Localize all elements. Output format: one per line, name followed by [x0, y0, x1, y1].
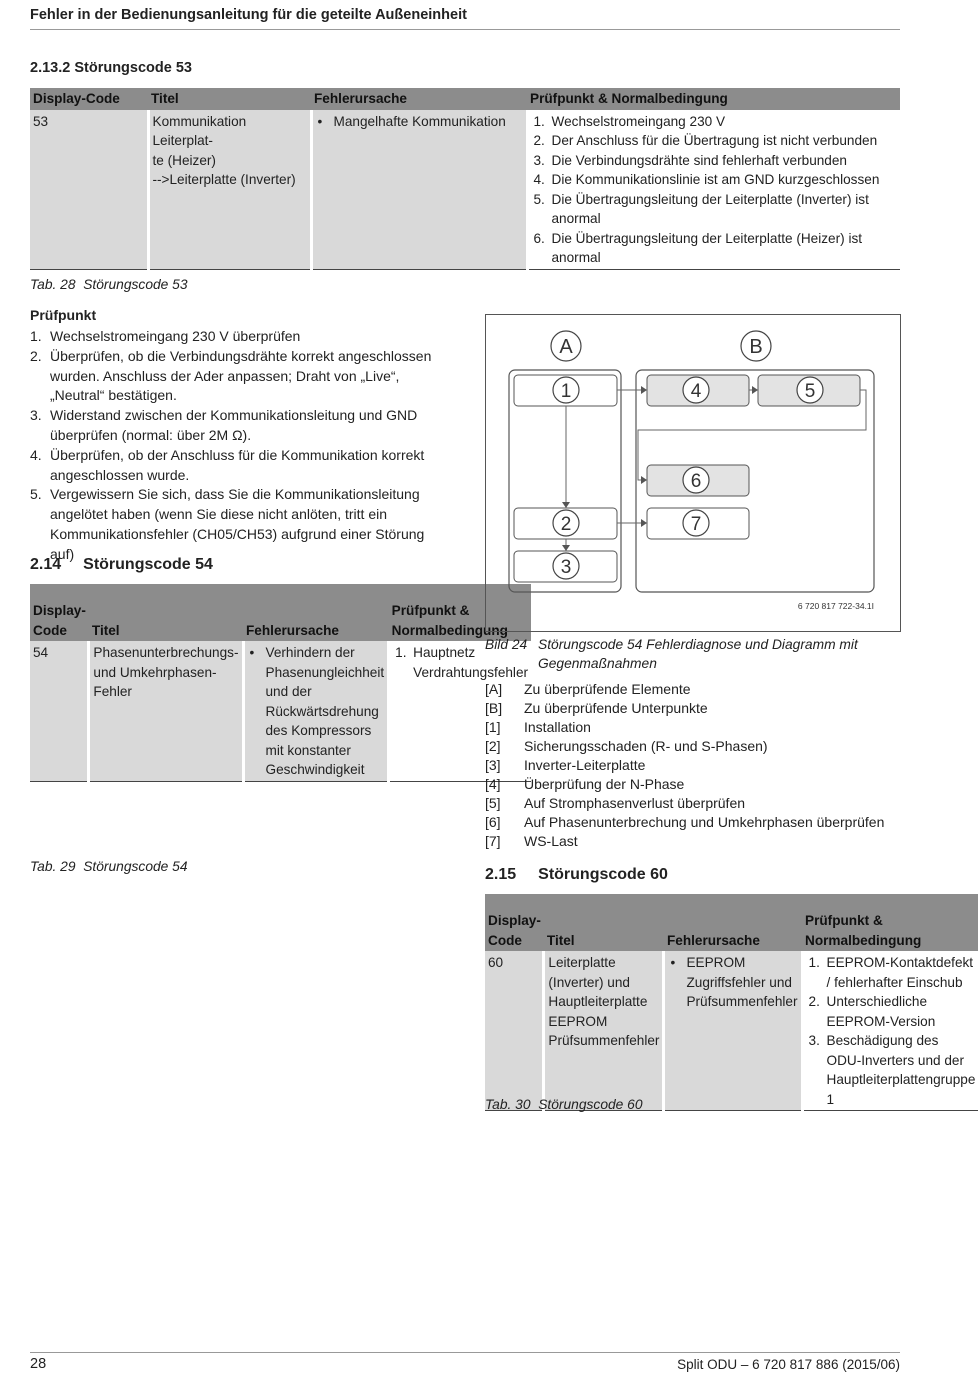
title-line: -->Leiterplatte (Inverter): [152, 172, 296, 187]
check-item: 3. Beschädigung des ODU-Inverters und der Hauptleiterplattengruppe 1: [808, 1033, 976, 1107]
diagnosis-diagram: [486, 315, 900, 631]
pruefpunkt-item: 3. Widerstand zwischen der Kommunikationsleitung und GND überprüfen (normal: über 2M Ω).: [30, 407, 418, 443]
legend-row: [2] Sicherungsschaden (R- und S-Phasen): [485, 738, 768, 754]
pruefpunkt-list: [30, 327, 445, 565]
pruefpunkt-item: 4. Überprüfen, ob der Anschluss für die Kommunikation korrekt angeschlossen wurde.: [30, 446, 425, 483]
col-header: Fehlerursache: [664, 894, 802, 951]
table-54: [30, 584, 531, 782]
footer-rule: [30, 1352, 900, 1353]
check-item: 2. Unterschiedliche EEPROM-Version: [808, 994, 936, 1029]
check-item: 1. Wechselstromeingang 230 V: [533, 113, 726, 129]
cell-cause: [243, 641, 389, 781]
col-header: Prüfpunkt & Normalbedingung: [802, 894, 978, 951]
table-60: [485, 894, 978, 1111]
legend-row: [A] Zu überprüfende Elemente: [485, 681, 691, 697]
label-b: B: [749, 336, 763, 358]
cell-checks: [802, 951, 978, 1111]
col-header: Titel: [148, 88, 311, 110]
cell-code: 53: [30, 110, 148, 270]
cell-code: 60: [485, 951, 544, 1111]
cause-item: • Verhindern der Phasenungleichheit und der Rückwärtsdrehung des Kompressors mit konstanter Geschwindigkeit: [248, 643, 385, 780]
node-1-label: 1: [560, 381, 572, 402]
check-item: 1. Hauptnetz Verdrahtungsfehler: [395, 645, 529, 680]
check-item: 6. Die Übertragungsleitung der Leiterplatte (Heizer) ist anormal: [533, 230, 863, 265]
legend-row: [6] Auf Phasenunterbrechung und Umkehrphasen überprüfen: [485, 814, 885, 830]
check-item: 5. Die Übertragungsleitung der Leiterplatte (Inverter) ist anormal: [533, 191, 869, 226]
footer-doc-id: Split ODU – 6 720 817 886 (2015/06): [677, 1357, 900, 1372]
table-60-caption: Tab. 30 Störungscode 60: [485, 1097, 643, 1112]
col-header: Titel: [89, 584, 243, 641]
cell-title: Phasenunterbrechungs- und Umkehrphasen-Fehler: [89, 641, 243, 781]
figure-caption: Bild 24 Störungscode 54 Fehlerdiagnose und Diagramm mit Gegenmaßnahmen: [485, 637, 858, 671]
section-53-heading: 2.13.2 Störungscode 53: [30, 60, 192, 76]
node-4-label: 4: [690, 381, 702, 402]
cell-title: [148, 110, 311, 270]
title-line: te (Heizer): [152, 152, 216, 168]
node-2-label: 2: [560, 514, 572, 535]
col-header: Titel: [544, 894, 664, 951]
label-a: A: [559, 336, 573, 358]
col-header: Display-Code: [30, 584, 89, 641]
col-header: Fehlerursache: [311, 88, 527, 110]
table-53-caption: Tab. 28 Störungscode 53: [30, 277, 188, 292]
title-line: Kommunikation Leiterplat-: [152, 113, 247, 148]
table-53: [30, 88, 900, 270]
legend-row: [1] Installation: [485, 719, 591, 735]
cell-cause: [311, 110, 527, 270]
node-7-label: 7: [690, 514, 702, 535]
check-item: 3. Die Verbindungsdrähte sind fehlerhaft verbunden: [533, 152, 847, 168]
col-header: Prüfpunkt & Normalbedingung: [527, 88, 900, 110]
pruefpunkt-item: 2. Überprüfen, ob die Verbindungsdrähte korrekt angeschlossen wurden. Anschluss der Ader anpassen; Draht von „Live“, „Neutral“ bestätigen.: [30, 347, 432, 404]
cell-title: Leiterplatte (Inverter) und Hauptleiterplatte EEPROM Prüfsummenfehler: [544, 951, 664, 1111]
legend-row: [B] Zu überprüfende Unterpunkte: [485, 700, 708, 716]
col-header: Prüfpunkt & Normalbedingung: [389, 584, 531, 641]
diagram-frame: [485, 314, 901, 632]
check-item: 1. EEPROM-Kontaktdefekt / fehlerhafter Einschub: [808, 955, 974, 990]
cause-item: • Mangelhafte Kommunikation: [316, 112, 523, 132]
pruefpunkt-heading: Prüfpunkt: [30, 307, 97, 323]
figure-legend: [485, 680, 900, 851]
legend-row: [5] Auf Stromphasenverlust überprüfen: [485, 795, 746, 811]
section-60-heading: 2.15 Störungscode 60: [485, 866, 668, 883]
page-number: 28: [30, 1356, 47, 1372]
cell-code: 54: [30, 641, 89, 781]
col-header: Fehlerursache: [243, 584, 389, 641]
section-54-heading: 2.14 Störungscode 54: [30, 556, 213, 573]
col-header: Display-Code: [30, 88, 148, 110]
legend-row: [4] Überprüfung der N-Phase: [485, 776, 685, 792]
cell-checks: [527, 110, 900, 270]
header-rule: [30, 29, 900, 30]
node-3-label: 3: [560, 557, 572, 578]
figure-ref: 6 720 817 722-34.1I: [797, 601, 874, 611]
pruefpunkt-item: 1. Wechselstromeingang 230 V überprüfen: [30, 328, 301, 344]
cell-cause: [664, 951, 802, 1111]
pruefpunkt-item: 5. Vergewissern Sie sich, dass Sie die Kommunikationsleitung angelötet haben (wenn Sie diese nicht anlöten, tritt ein Kommunikationsfehler (CH05/CH53) aufgrund einer Störung auf): [30, 486, 425, 562]
node-5-label: 5: [804, 381, 816, 402]
check-item: 2. Der Anschluss für die Übertragung ist nicht verbunden: [533, 133, 878, 148]
legend-row: [7] WS-Last: [485, 833, 578, 849]
legend-row: [3] Inverter-Leiterplatte: [485, 757, 646, 773]
cause-item: • EEPROM Zugriffsfehler und Prüfsummenfehler: [668, 953, 797, 1012]
node-6-label: 6: [690, 471, 702, 492]
col-header: Display-Code: [485, 894, 544, 951]
page-header: Fehler in der Bedienungsanleitung für die geteilte Außeneinheit: [30, 7, 467, 23]
table-54-caption: Tab. 29 Störungscode 54: [30, 859, 188, 874]
check-item: 4. Die Kommunikationslinie ist am GND kurzgeschlossen: [533, 172, 880, 187]
